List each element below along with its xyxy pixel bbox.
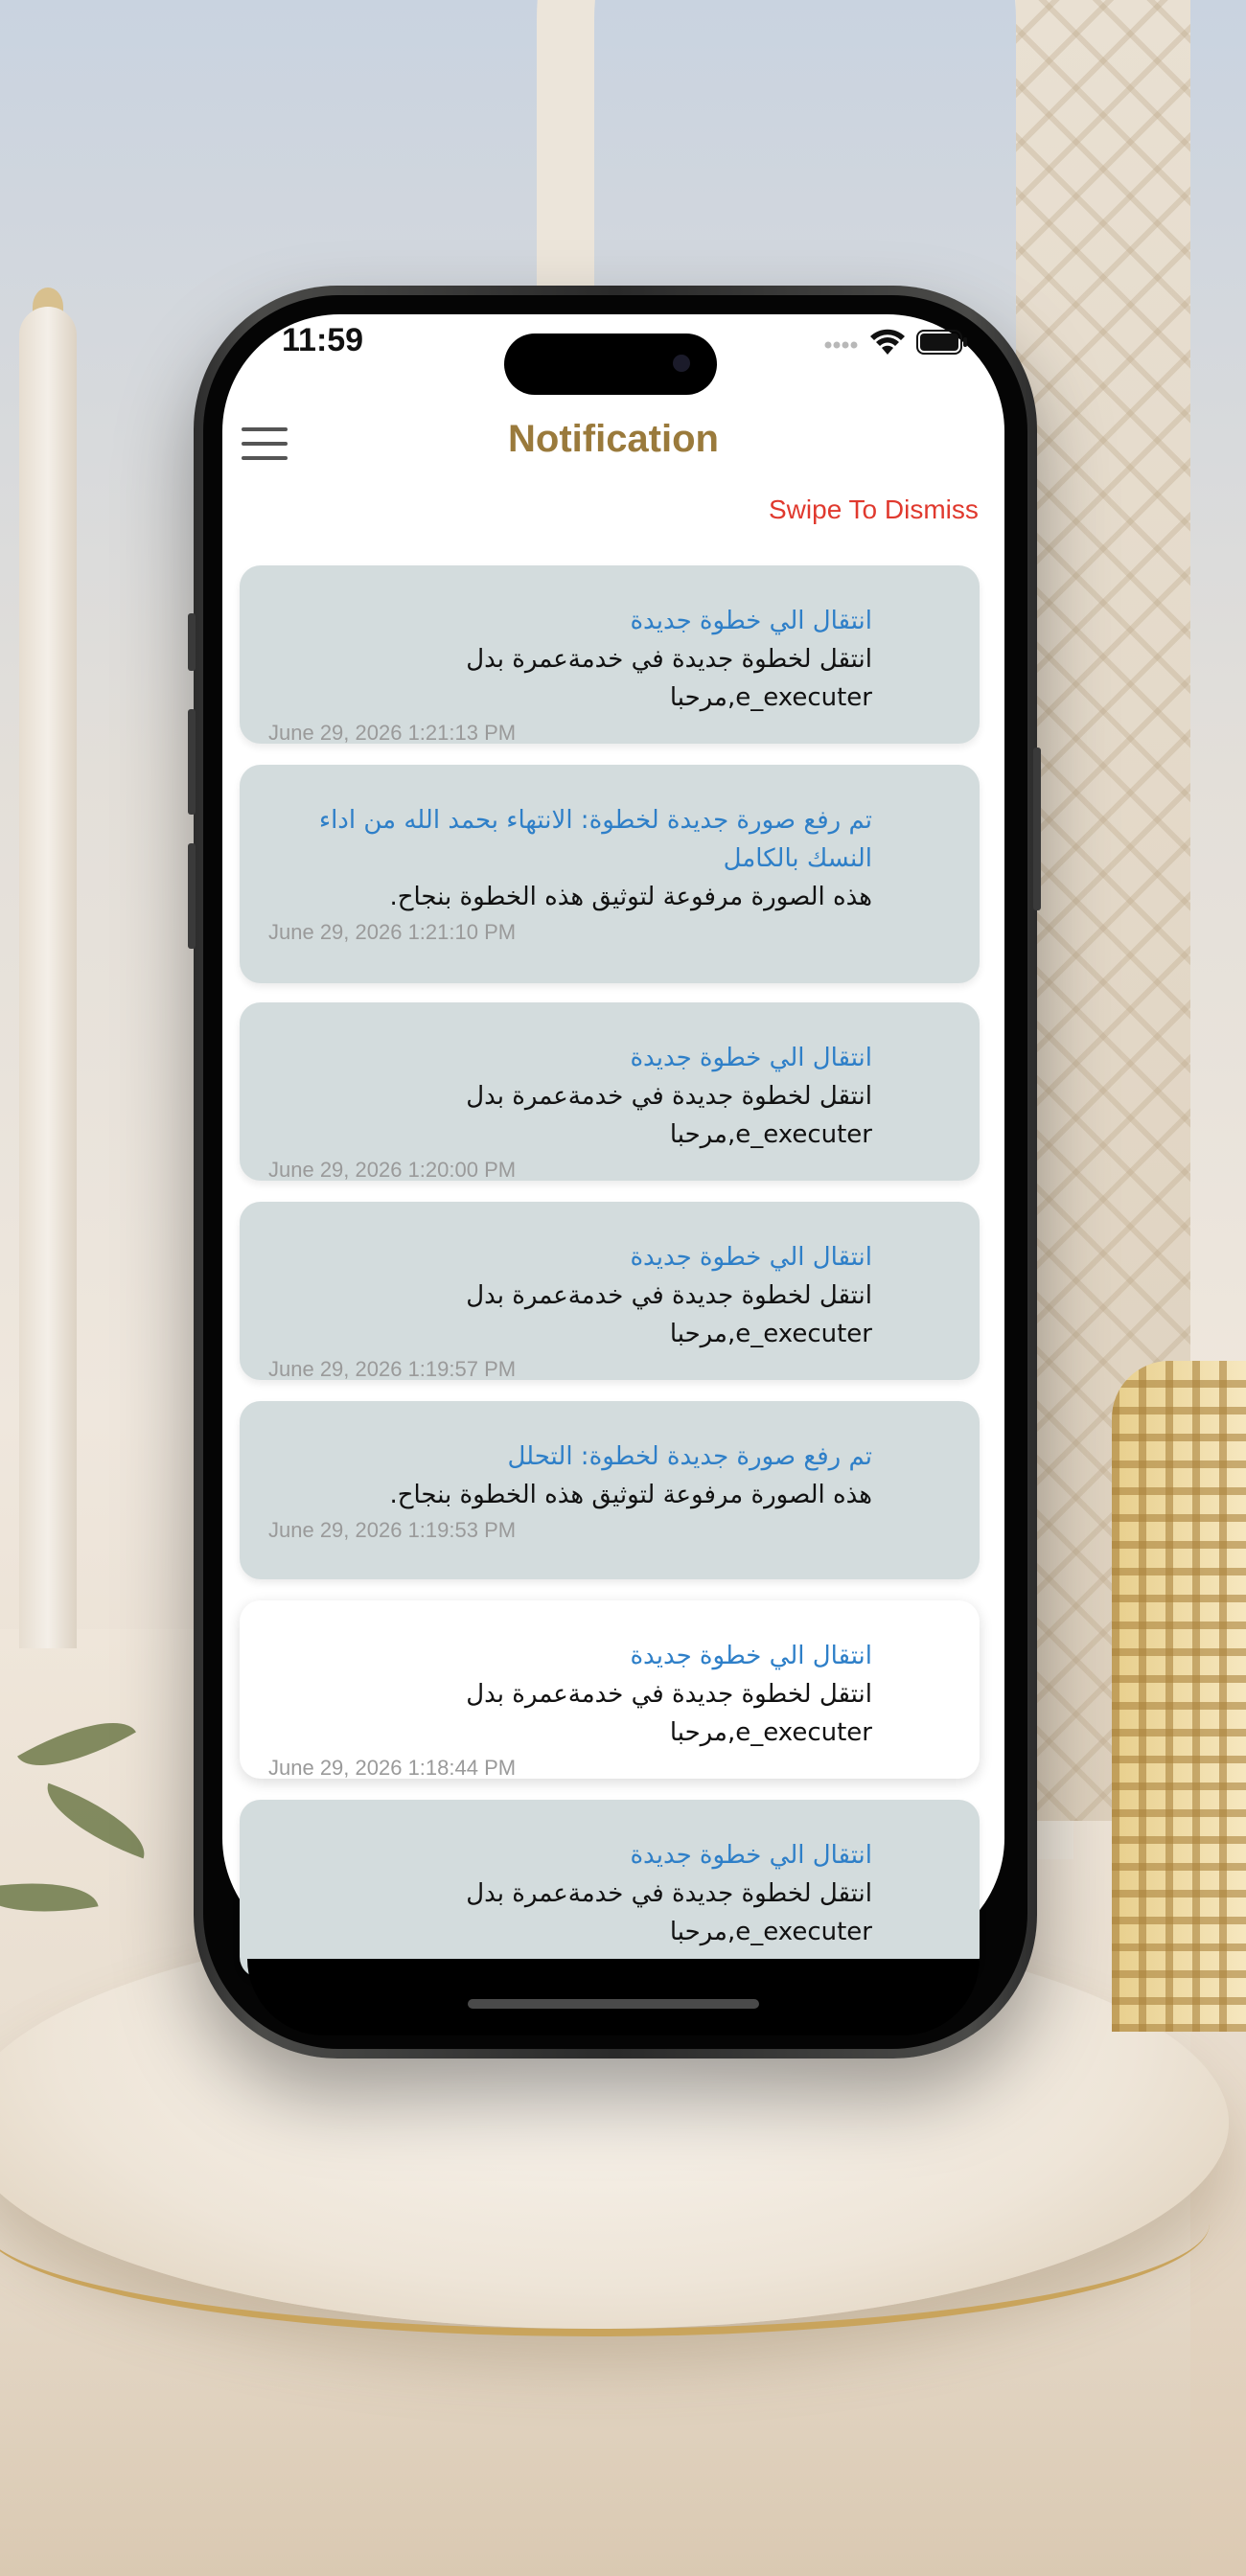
phone-side-button <box>188 709 196 815</box>
front-camera-icon <box>673 355 690 372</box>
wifi-icon <box>868 326 907 356</box>
notification-date: June 29, 2026 1:20:00 PM <box>268 1158 517 1182</box>
page-title: Notification <box>508 418 719 460</box>
notification-title: تم رفع صورة جديدة لخطوة: الانتهاء بحمد الله من اداء النسك بالكامل <box>318 806 872 873</box>
notification-body: انتقل لخطوة جديدة في خدمةعمرة بدل e_executer,مرحبا <box>466 1680 872 1747</box>
notification-body: انتقل لخطوة جديدة في خدمةعمرة بدل e_executer,مرحبا <box>466 1879 872 1946</box>
notification-card[interactable] <box>240 1600 980 1779</box>
background-minaret <box>19 307 77 1648</box>
notification-date: June 29, 2026 1:18:44 PM <box>268 1756 517 1780</box>
notification-list[interactable] <box>222 565 1004 1955</box>
app-header <box>222 401 1004 506</box>
notification-title: انتقال الي خطوة جديدة <box>630 607 872 635</box>
notification-card[interactable] <box>240 765 980 983</box>
home-indicator[interactable] <box>468 1999 759 2009</box>
battery-icon <box>916 330 968 355</box>
notification-date: June 29, 2026 1:19:57 PM <box>268 1357 517 1381</box>
notification-card[interactable] <box>240 1401 980 1579</box>
status-time: 11:59 <box>282 322 364 358</box>
signal-icon <box>824 339 859 351</box>
notification-title: انتقال الي خطوة جديدة <box>630 1243 872 1272</box>
swipe-to-dismiss-hint: Swipe To Dismiss <box>769 494 979 524</box>
notification-card[interactable] <box>240 1800 980 1978</box>
notification-card[interactable] <box>240 1002 980 1181</box>
notification-card[interactable] <box>240 1202 980 1380</box>
phone-screen <box>222 314 1004 1955</box>
notification-body: انتقل لخطوة جديدة في خدمةعمرة بدل e_executer,مرحبا <box>466 1082 872 1149</box>
notification-date: June 29, 2026 1:21:10 PM <box>268 920 517 944</box>
notification-title: انتقال الي خطوة جديدة <box>630 1044 872 1072</box>
notification-body: هذه الصورة مرفوعة لتوثيق هذه الخطوة بنجاح. <box>389 1481 872 1509</box>
background-lantern <box>1112 1361 1246 2032</box>
notification-body: انتقل لخطوة جديدة في خدمةعمرة بدل e_executer,مرحبا <box>466 1281 872 1348</box>
notification-card[interactable] <box>240 565 980 744</box>
home-bar-area <box>247 1959 980 2036</box>
notification-date: June 29, 2026 1:19:53 PM <box>268 1518 517 1542</box>
phone-side-button <box>1033 748 1041 910</box>
notification-body: هذه الصورة مرفوعة لتوثيق هذه الخطوة بنجاح. <box>389 883 872 911</box>
status-bar <box>222 314 1004 401</box>
notification-title: انتقال الي خطوة جديدة <box>630 1841 872 1870</box>
notification-body: انتقل لخطوة جديدة في خدمةعمرة بدل e_executer,مرحبا <box>466 645 872 712</box>
notification-title: انتقال الي خطوة جديدة <box>630 1642 872 1670</box>
phone-side-button <box>188 613 196 671</box>
notification-title: تم رفع صورة جديدة لخطوة: التحلل <box>507 1442 872 1471</box>
notification-date: June 29, 2026 1:21:13 PM <box>268 721 517 745</box>
dynamic-island <box>504 334 717 395</box>
phone-side-button <box>188 843 196 949</box>
